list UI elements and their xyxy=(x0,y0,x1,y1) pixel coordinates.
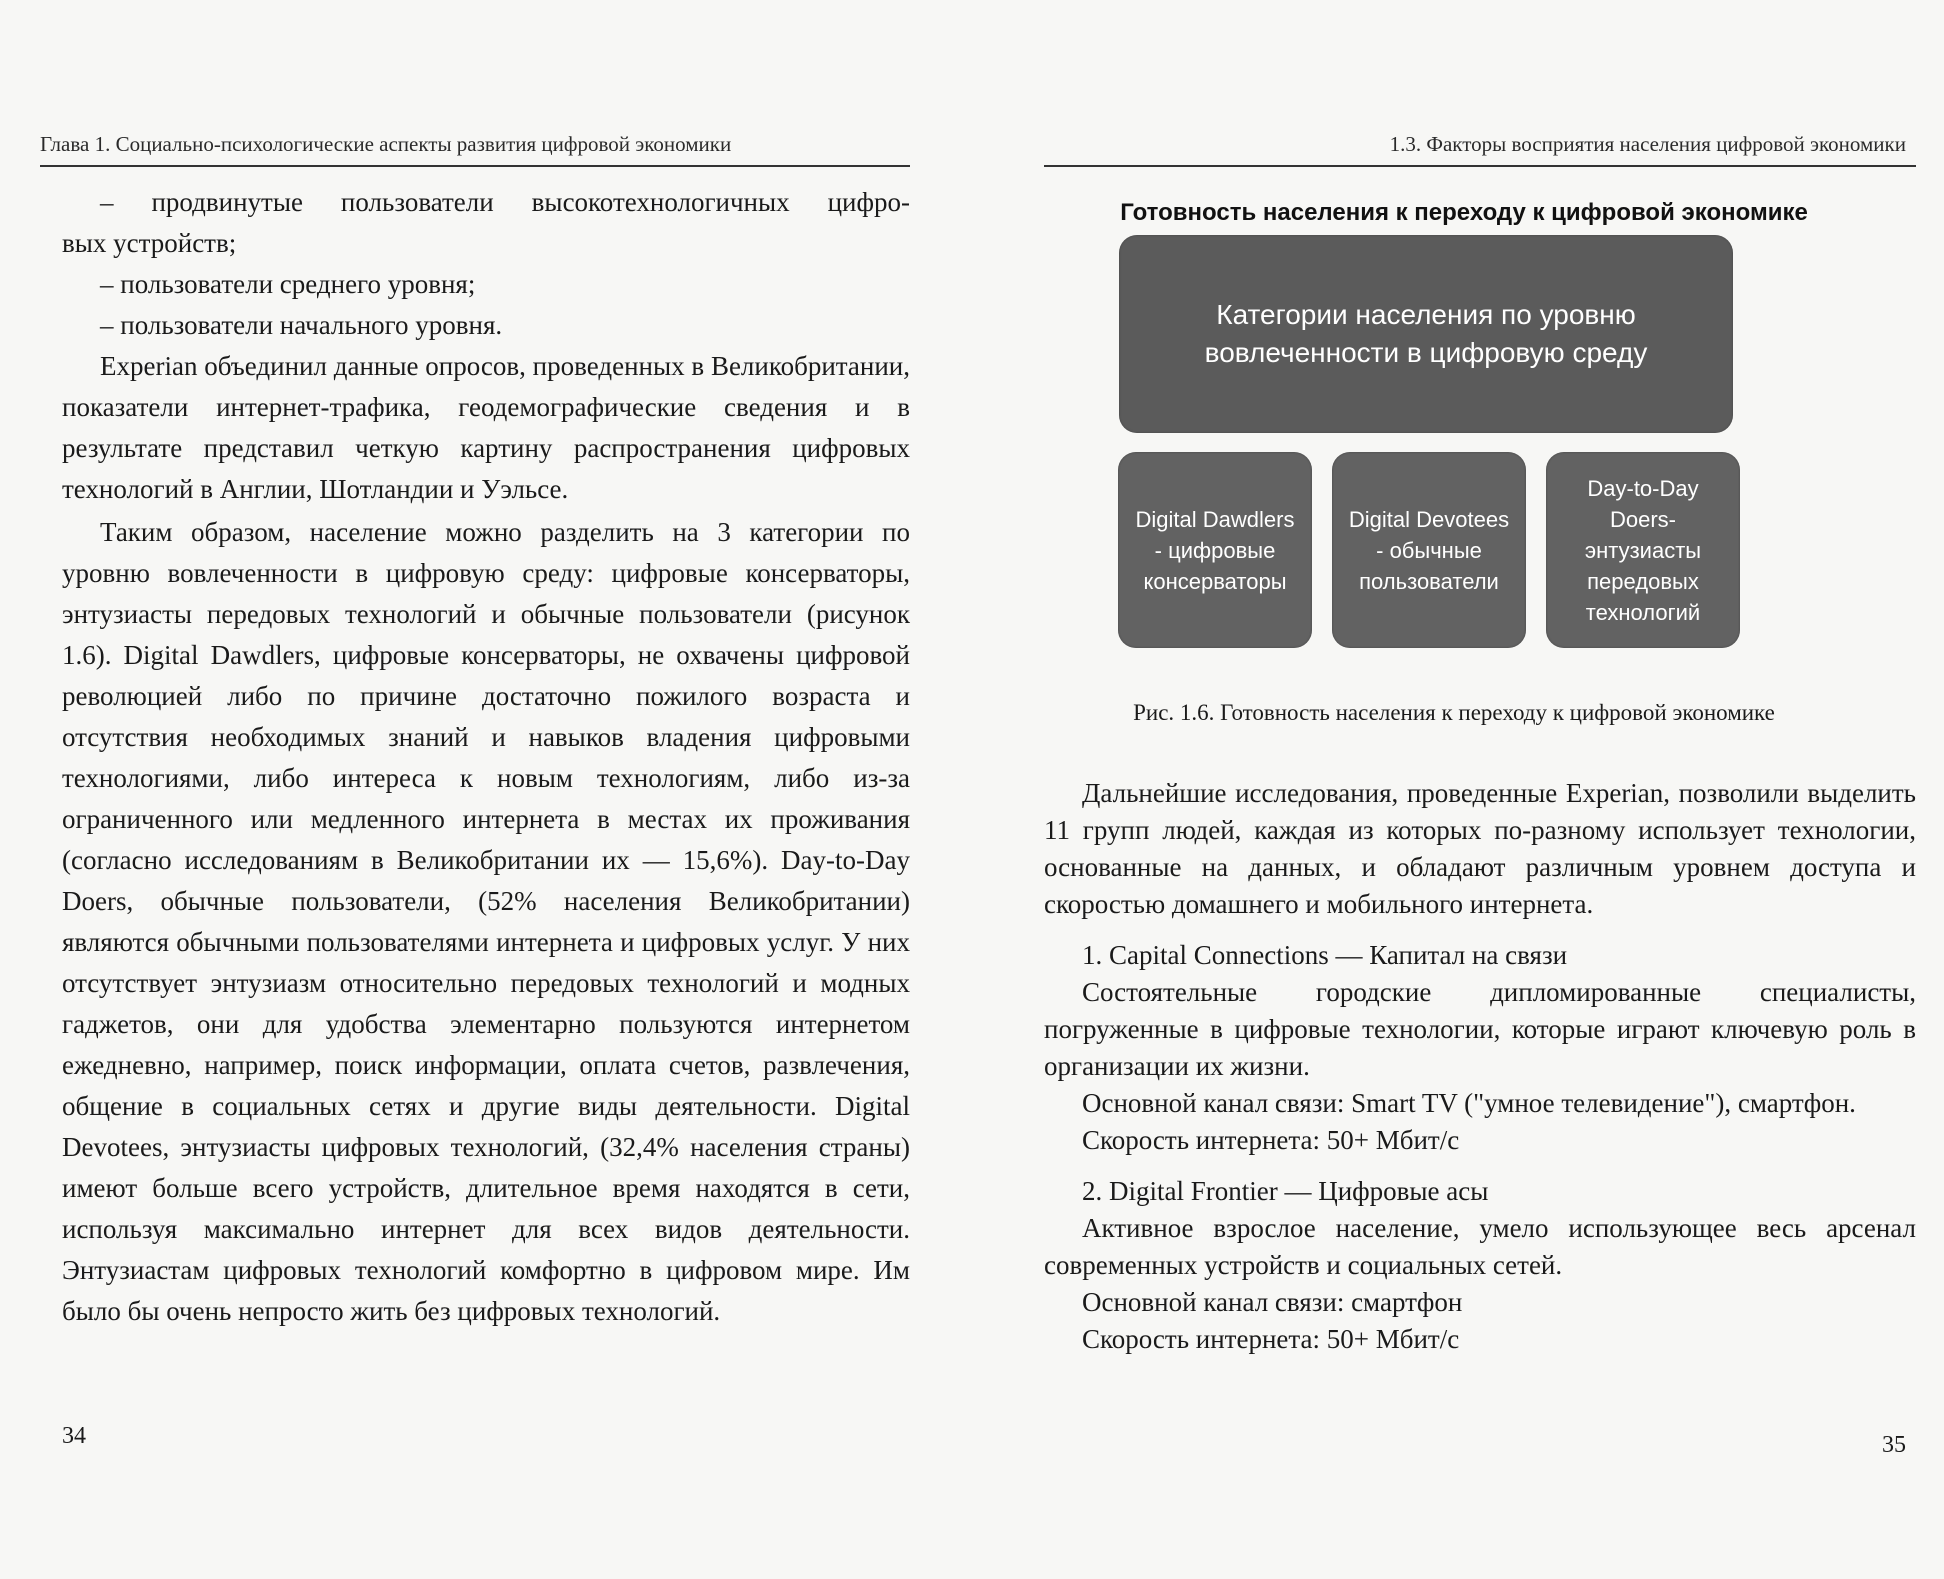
paragraph-categories: Таким образом, население можно разделить на 3 категории по уровню вовлеченности в цифровую среду: цифровые консерваторы, энтузиасты передовых технологий и обычные пользователи (рисунок 1.6). Digital Dawdlers, цифровые консерваторы, не охвачены цифровой революцией либо по причине достаточно пожилого возраста и отсутствия необходимых знаний и навыков владения цифровыми технологиями, либо интереса к новым технологиям, либо из-за ограниченного или медленного интернета в местах их проживания (согласно исследованиям в Великобритании их — 15,6%). Day-to-Day Doers, обычные пользователи, (52% населения Великобритании) являются обычными пользователями интернета и цифровых услуг. У них отсутствует энтузиазм относительно передовых технологий и модных гаджетов, они для удобства элементарно пользуются интернетом ежедневно, например, поиск информации, оплата счетов, развлечения, общение в социальных сетях и другие виды деятельности. Digital Devotees, энтузиасты цифровых технологий, (32,4% населения страны) имеют больше всего устройств, длительное время находятся в сети, используя максимально интернет для всех видов деятельности. Энтузиастам цифровых технологий комфортно в цифровом мире. Им было бы очень непросто жить без цифровых технологий. xyxy=(62,517,910,1326)
group-1-heading: 1. Capital Connections — Капитал на связи xyxy=(1082,940,1568,970)
group-1-description: Состоятельные городские дипломированные специалисты, погруженные в цифровые технологии, которые играют ключевую роль в организации их жизни. xyxy=(1044,977,1916,1081)
figure-title: Готовность населения к переходу к цифровой экономике xyxy=(1120,199,1808,226)
figure-main-label: Категории населения по уровню вовлеченности в цифровую среду xyxy=(1204,299,1648,368)
right-page xyxy=(972,0,1944,1579)
page-number-left: 34 xyxy=(62,1423,86,1449)
group-2-speed: Скорость интернета: 50+ Мбит/с xyxy=(1082,1324,1460,1354)
running-head-left: Глава 1. Социально-психологические аспекты развития цифровой экономики xyxy=(40,132,732,156)
group-2-description: Активное взрослое население, умело использующее весь арсенал современных устройств и социальных сетей. xyxy=(1044,1213,1916,1280)
spacer xyxy=(1044,1159,1916,1173)
group-1-channel: Основной канал связи: Smart TV ("умное телевидение"), смартфон. xyxy=(1082,1088,1856,1118)
figure-box-label: Digital Dawdlers - цифровые консерваторы xyxy=(1135,506,1295,594)
group-2-channel: Основной канал связи: смартфон xyxy=(1082,1287,1463,1317)
figure-box-dawdlers xyxy=(1118,452,1312,648)
list-item-advanced: – продвинутые пользователи высокотехнологичных цифро- xyxy=(100,187,910,217)
figure-box-doers xyxy=(1546,452,1740,648)
header-rule-right xyxy=(1044,165,1916,167)
list-item-middle: – пользователи среднего уровня; xyxy=(100,269,476,299)
spacer xyxy=(1044,923,1916,937)
figure-box-label: Day-to-Day Doers- энтузиасты передовых технологий xyxy=(1584,475,1702,625)
figure-caption: Рис. 1.6. Готовность населения к переходу к цифровой экономике xyxy=(1133,700,1775,725)
left-body-text xyxy=(62,182,910,1332)
right-body-text xyxy=(1044,775,1916,1358)
paragraph-intro: Дальнейшие исследования, проведенные Experian, позволили выделить 11 групп людей, каждая из которых по-разному использует технологии, основанные на данных, и обладают различным уровнем доступа и скоростью домашнего и мобильного интернета. xyxy=(1044,778,1916,919)
header-rule-left xyxy=(40,165,910,167)
page-number-right: 35 xyxy=(1882,1432,1906,1458)
list-item-beginner: – пользователи начального уровня. xyxy=(100,310,503,340)
group-2-heading: 2. Digital Frontier — Цифровые асы xyxy=(1082,1176,1489,1206)
figure-main-box xyxy=(1119,235,1733,433)
running-head-right: 1.3. Факторы восприятия населения цифровой экономики xyxy=(1389,132,1906,156)
paragraph-experian: Experian объединил данные опросов, проведенных в Великобритании, показатели интернет-трафика, геодемографические сведения и в результате представил четкую картину распространения цифровых технологий в Англии, Шотландии и Уэльсе. xyxy=(62,351,910,504)
figure-box-label: Digital Devotees - обычные пользователи xyxy=(1348,506,1510,594)
list-item-advanced-cont: вых устройств; xyxy=(62,228,237,258)
figure-box-devotees xyxy=(1332,452,1526,648)
group-1-speed: Скорость интернета: 50+ Мбит/с xyxy=(1082,1125,1460,1155)
